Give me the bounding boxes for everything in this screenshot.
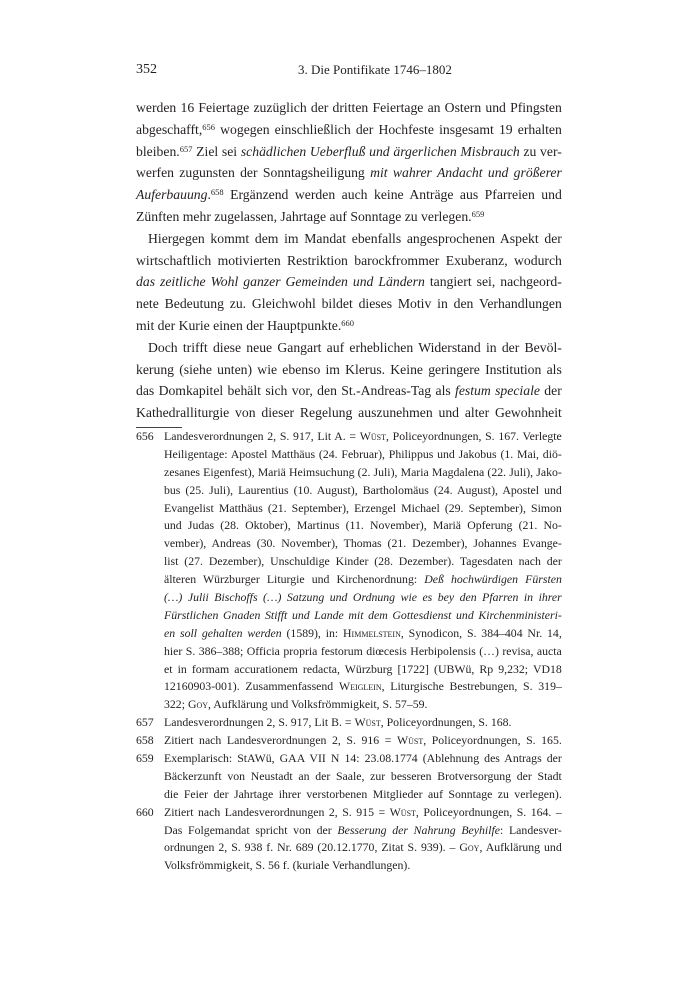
text-segment: , Liturgische Bestrebungen, S. 319– [381, 679, 562, 694]
italic-text: das zeitliche Wohl ganzer Gemeinden und Ländern [136, 274, 425, 290]
text-segment: (1589), in: [281, 625, 344, 640]
text-segment: Landesverordnungen 2, S. 917, Lit A. = [164, 429, 360, 443]
footnote-text [164, 804, 562, 876]
footnote-line [164, 589, 562, 607]
body-line [136, 184, 562, 206]
text-segment: der [539, 383, 562, 399]
text-segment: tangiert sei, nachgeord- [424, 274, 562, 290]
footnote-line [164, 804, 562, 822]
footnote-line [164, 446, 562, 464]
italic-text: Deß hochwürdigen Fürsten [424, 572, 562, 587]
text-segment: : Landesver- [499, 822, 562, 837]
small-caps-name: Wüst [354, 715, 381, 730]
body-line [136, 380, 562, 402]
footnote-line [164, 607, 562, 625]
footnote-line [164, 482, 562, 500]
text-segment: vember), Andreas (30. November), Thomas (21. Dezember), Johannes Evange- [164, 536, 562, 551]
text-segment: , Aufklärung und Volksfrömmigkeit, S. 57–59. [208, 697, 428, 712]
small-caps-name: Goy [187, 697, 209, 712]
footnote-text [164, 428, 562, 714]
text-segment: Evangelist Matthäus (21. September), Erzengel Michael (29. September), Simon [164, 500, 562, 515]
italic-text: (…) Julii Bischoffs (…) Satzung und Ordnung wie es bey den Pfarren in ihrer [164, 590, 562, 605]
text-segment: Volksfrömmigkeit, S. 56 f. (kuriale Verhandlungen). [164, 858, 411, 873]
text-segment: kerung (siehe unten) wie ebenso im Klerus. Keine geringere Institution als [136, 361, 562, 377]
small-caps-name: Goy [459, 840, 480, 855]
text-segment: 12160903-001). Zusammenfassend [164, 679, 339, 694]
footnote-number: 660 [136, 804, 154, 819]
text-segment: wogegen einschließlich der Hochfeste insgesamt 19 erhalten [215, 121, 562, 137]
text-segment: mit der Kurie einen der Hauptpunkte. [136, 317, 342, 333]
footnote-line [164, 571, 562, 589]
paragraph [136, 337, 562, 424]
text-segment: Doch trifft diese neue Gangart auf erheblichen Widerstand in der Bevöl- [148, 339, 562, 355]
text-segment: bleiben. [136, 143, 180, 159]
body-line [136, 162, 562, 184]
footnote-ref: 656 [202, 121, 215, 132]
small-caps-name: Wüst [396, 733, 424, 748]
text-segment: bus (25. Juli), Laurentius (10. August), Bartholomäus (24. August), Apostel und [164, 482, 562, 497]
text-segment: , Policeyordnungen, S. 165. [423, 733, 562, 748]
text-segment: Heiligentage: Apostel Matthäus (24. Februar), Philippus und Jakobus (1. Mai, diö- [164, 446, 562, 461]
body-line [136, 359, 562, 381]
text-segment: Landesverordnungen 2, S. 917, Lit B. = [164, 715, 355, 730]
text-segment: Hiergegen kommt dem im Mandat ebenfalls angesprochenen Aspekt der [148, 230, 562, 246]
italic-text: festum speciale [455, 383, 540, 399]
italic-text: mit wahrer Andacht und größerer [370, 165, 562, 181]
paragraph [136, 97, 562, 228]
text-segment: Kathedralliturgie von dieser Regelung auszunehmen und alter Gewohnheit [136, 405, 562, 421]
text-segment: Ergänzend werden auch keine Anträge aus Pfarreien und [223, 187, 562, 203]
text-segment: Zünften mehr zugelassen, Jahrtage auf Sonntage zu verlegen. [136, 208, 472, 224]
footnote-ref: 659 [471, 208, 485, 219]
footnote-line [164, 535, 562, 553]
text-segment: die Feier der Jahrtage ihrer verstorbenen Mitglieder auf Sonntage zu verlegen). [164, 786, 562, 801]
text-segment: nete Bedeutung zu. Gleichwohl bildet dieses Motiv in den Verhandlungen [136, 296, 562, 312]
body-line [136, 250, 562, 272]
footnote [136, 750, 562, 804]
footnote-line [164, 822, 562, 840]
text-segment: abgeschafft, [136, 121, 203, 137]
footnote-line [164, 696, 562, 714]
italic-text: Besserung der Nahrung Beyhilfe [337, 822, 500, 837]
footnote-line [164, 678, 562, 696]
body-line [136, 228, 562, 250]
italic-text: schädlichen Ueberfluß und ärgerlichen Misbrauch [240, 143, 520, 159]
text-segment: Zitiert nach Landesverordnungen 2, S. 916 = [164, 733, 397, 748]
footnote-line [164, 517, 562, 535]
footnote-line [164, 464, 562, 482]
footnote-line [164, 786, 562, 804]
text-segment: werfen zugunsten der Sonntagsheiligung [136, 165, 371, 181]
footnote-number: 657 [136, 715, 154, 730]
text-segment: das Domkapitel behält sich vor, den St.-Andreas-Tag als [136, 383, 456, 399]
footnote-ref: 657 [179, 143, 193, 154]
italic-text: en soll gehalten werden [164, 625, 282, 640]
body-line [136, 293, 562, 315]
text-segment: ordnungen 2, S. 938 f. Nr. 689 (20.12.1770, Zitat S. 939). – [164, 840, 460, 855]
text-segment: , Synodicon, S. 384–404 Nr. 14, [400, 625, 562, 640]
footnotes [136, 428, 562, 875]
italic-text: Auferbauung [136, 187, 208, 203]
main-text [136, 97, 562, 424]
small-caps-name: Wüst [389, 804, 416, 819]
body-line [136, 119, 562, 141]
footnote-line [164, 428, 562, 446]
text-segment: , Policeyordnungen, S. 164. – [415, 804, 562, 819]
body-line [136, 402, 562, 424]
footnote-ref: 658 [210, 186, 224, 197]
text-segment: zu ver- [519, 143, 562, 159]
footnote-line [164, 732, 562, 750]
body-line [136, 337, 562, 359]
footnote-line [164, 750, 562, 768]
text-segment: wirtschaftlich motivierten Restriktion barockfrommer Exuberanz, wodurch [136, 252, 562, 268]
footnote-line [164, 643, 562, 661]
footnote-text [164, 714, 562, 732]
page-number: 352 [136, 62, 157, 77]
footnote-number: 658 [136, 733, 154, 748]
text-segment: , Aufklärung und [479, 840, 562, 855]
running-title: 3. Die Pontifikate 1746–1802 [298, 62, 452, 77]
text-segment: 322; [164, 697, 188, 712]
text-segment: Das Folgemandat spricht von der [164, 822, 338, 837]
footnote [136, 714, 562, 732]
text-segment: Exemplarisch: StAWü, GAA VII N 14: 23.08.1774 (Ablehnung des Antrags der [164, 751, 562, 766]
footnote [136, 732, 562, 750]
footnote [136, 428, 562, 714]
text-segment: Ziel sei [192, 143, 241, 159]
text-segment: und Judas (28. Oktober), Martinus (11. November), Mariä Opferung (21. No- [164, 518, 562, 533]
body-line [136, 141, 562, 163]
footnote [136, 804, 562, 876]
body-line [136, 271, 562, 293]
text-segment: Zitiert nach Landesverordnungen 2, S. 915 = [164, 804, 390, 819]
body-line [136, 97, 562, 119]
text-segment: list (27. Dezember), Unschuldige Kinder (28. Dezember). Tagesdaten nach der [164, 554, 562, 569]
text-segment: zesanes Eigenfest), Mariä Heimsuchung (2. Juli), Maria Magdalena (22. Juli), Jako- [164, 464, 562, 479]
text-segment: älteren Würzburger Liturgie und Kirchenordnung: [164, 572, 425, 587]
italic-text: Fürstlichen Gnaden Stifft und Lande mit dem Gottesdienst und Kirchenministeri- [164, 607, 562, 622]
text-segment: hier S. 386–388; Officia propria festorum diœcesis Herbipolensis (…) revisa, aucta [164, 643, 562, 658]
small-caps-name: Himmelstein [343, 625, 401, 640]
footnote-line [164, 500, 562, 518]
small-caps-name: Wüst [359, 429, 386, 443]
text-segment: . [207, 187, 211, 203]
body-line [136, 206, 562, 228]
footnote-line [164, 857, 562, 875]
footnote-line [164, 553, 562, 571]
footnote-line [164, 714, 562, 732]
small-caps-name: Weiglein [338, 679, 382, 694]
footnote-number: 656 [136, 429, 154, 443]
footnote-line [164, 625, 562, 643]
body-line [136, 315, 562, 337]
footnote-text [164, 750, 562, 804]
text-segment: Bäckerzunft von Neustadt an der Saale, zur besseren Brotversorgung der Stadt [164, 768, 562, 783]
text-segment: et in formam accurationem redacta, Würzburg [1722] (UBWü, Rp 9,232; VD18 [164, 661, 562, 676]
footnote-line [164, 839, 562, 857]
footnote-number: 659 [136, 751, 154, 766]
text-segment: , Policeyordnungen, S. 168. [380, 715, 512, 730]
footnote-line [164, 661, 562, 679]
text-segment: werden 16 Feiertage zuzüglich der dritten Feiertage an Ostern und Pfingsten [136, 100, 562, 115]
footnote-ref: 660 [341, 317, 354, 328]
paragraph [136, 228, 562, 337]
footnote-text [164, 732, 562, 750]
footnote-line [164, 768, 562, 786]
text-segment: , Policeyordnungen, S. 167. Verlegte [385, 429, 562, 443]
